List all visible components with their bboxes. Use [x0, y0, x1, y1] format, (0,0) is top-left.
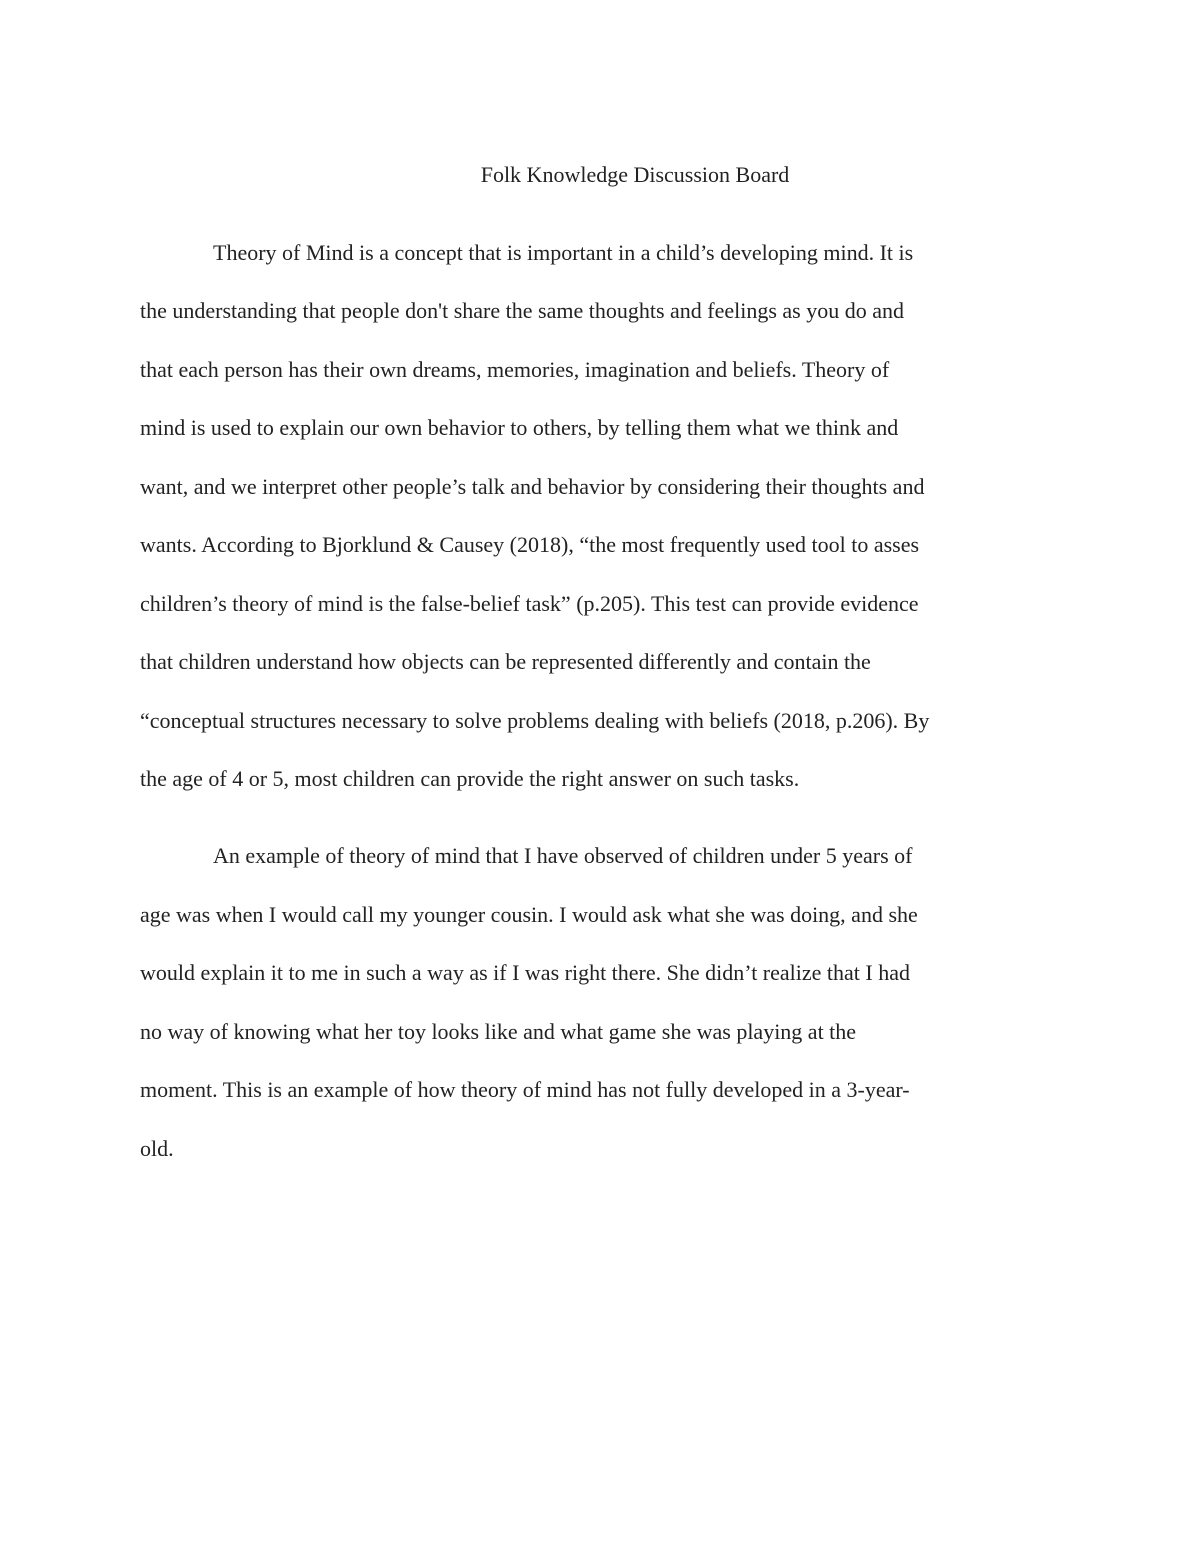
paragraph-1-line-2: the understanding that people don't share the same thoughts and feelings as you do and: [140, 298, 905, 323]
paragraph-2-line-6: old.: [140, 1136, 174, 1161]
paragraph-2-line-1: An example of theory of mind that I have observed of children under 5 years of: [213, 843, 913, 868]
paragraph-2-line-4: no way of knowing what her toy looks like and what game she was playing at the: [140, 1019, 857, 1044]
paragraph-1-line-1: Theory of Mind is a concept that is important in a child’s developing mind. It is: [213, 240, 914, 265]
paragraph-2-line-3: would explain it to me in such a way as if I was right there. She didn’t realize that I had: [140, 960, 910, 985]
paragraph-1-line-7: children’s theory of mind is the false-belief task” (p.205). This test can provide evidence: [140, 591, 919, 616]
paragraph-2-line-5: moment. This is an example of how theory of mind has not fully developed in a 3-year-: [140, 1077, 910, 1102]
paragraph-1-line-6: wants. According to Bjorklund & Causey (2018), “the most frequently used tool to asses: [140, 532, 920, 557]
paragraph-1-line-3: that each person has their own dreams, memories, imagination and beliefs. Theory of: [140, 357, 890, 382]
paragraph-1-line-10: the age of 4 or 5, most children can provide the right answer on such tasks.: [140, 766, 800, 791]
paragraph-2-line-2: age was when I would call my younger cousin. I would ask what she was doing, and she: [140, 902, 918, 927]
paragraph-1-line-9: “conceptual structures necessary to solve problems dealing with beliefs (2018, p.206). By: [140, 708, 930, 733]
paragraph-1-line-5: want, and we interpret other people’s talk and behavior by considering their thoughts and: [140, 474, 925, 499]
document-title: Folk Knowledge Discussion Board: [480, 162, 790, 187]
paragraph-1-line-8: that children understand how objects can be represented differently and contain the: [140, 649, 871, 674]
paragraph-1-line-4: mind is used to explain our own behavior to others, by telling them what we think and: [140, 415, 899, 440]
